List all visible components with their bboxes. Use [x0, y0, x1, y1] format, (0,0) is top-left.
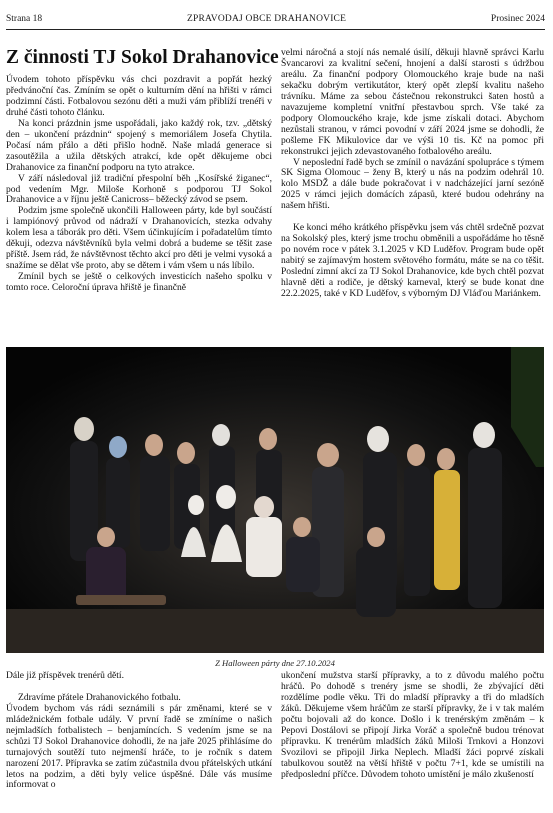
page-number: Strana 18 — [6, 14, 43, 24]
paragraph: velmi náročná a stojí nás nemalé úsilí, děkuji hlavně správci Karlu Švancarovi za kvalitní sečení, hnojení a další starosti s údržbou areálu. Za finanční podpory Olomouckého kraje bude na naši sekačku dobrým vertikutátor, který opět zlepší kvalitu našeho trávníku. Máme za sebou částečnou rekonstrukci šaten hostů a navazujeme kompletní vnitřní přestavbou sprch. Vše také za podpory Olomouckého kraje, kde jsme získali dotaci. Abychom nezůstali stranou, v rámci povodní v září 2024 jsme se dohodli, že pošleme FK Mikulovice dar ve výši 10 tis. Kč na pomoc při rekonstrukci jejich zdevastovaného fotbalového areálu. — [281, 47, 544, 157]
issue-date: Prosinec 2024 — [490, 14, 545, 24]
page-header — [6, 10, 545, 28]
paragraph: V neposlední řadě bych se zmínil o navázání spolupráce s týmem SK Sigma Olomouc – ženy B, který u nás na podzim odehrál 10. kolo MSDŽ a dále bude pokračovat i v nadcházející jarní sezóně 2025 v rámci jejich domácích zápasů, které budou odehrány na našem hřišti. — [281, 156, 544, 212]
paragraph: Zdravíme přátele Drahanovického fotbalu. — [18, 691, 181, 703]
header-rule — [6, 29, 545, 30]
paragraph: Ke konci mého krátkého příspěvku jsem vás chtěl srdečně pozvat na Sokolský ples, který jsme trochu obměnili a uspořádáme ho těsně po novém roce v pátek 3.1.2025 v KD Luděfov. Program bude opět nabitý se zajímavým hostem světového formátu, máte se na co těšit. Poslední zimní akcí za TJ Sokol Drahanovice, kde bych chtěl pozvat hlavně děti a rodiče, je dětský karneval, který se bude konat dne 22.2.2025, také v KD Luděfov, s výborným DJ Vláďou Mariánkem. — [281, 222, 544, 299]
paragraph: V září následoval již tradiční přespolní běh „Kosířské žiganec“, pod vedením Mgr. Miloše Korhoně s podporou TJ Sokol Drahanovice a v říjnu ještě Canicross– běžecký závod se psem. — [6, 172, 272, 206]
paragraph: Úvodem bychom vás rádi seznámili s pár změnami, které se v mládežnickém fotbale udály. V první řadě se zmíníme o našich nejmladších fotbalistech – benjamíncích. S vedením jsme se na schůzi TJ Sokol Drahanovice dohodli, že na jaře 2025 přihlásíme do turnajových soutěží tuto nejmenší hráče, to je ročník s datem narození 2017. Přípravka se zatím zúčastnila dvou přátelských utkání letos na podzim, a děti byly velice úspěšné. Dále vás musíme informovat o — [6, 702, 272, 791]
article-column-2 — [281, 48, 544, 300]
paragraph: Podzim jsme společně ukončili Halloween párty, kde byl součástí i lampiónový průvod od nádraží v Drahanovicích, stezka odvahy kolem lesa a táborák pro děti. Všem účinkujícím i pořadatelům tímto děkuji, odezva návštěvníků byla velmi dobrá a budeme se těšit zase příště. Jsem rád, že návštěvnost těchto akcí pro děti je velmi vysoká a snažíme se dělat vše proto, aby se dětem i vám všem u nás líbilo. — [6, 205, 272, 272]
paragraph: Dále již příspěvek trenérů dětí. — [6, 670, 124, 681]
photo-caption: Z Halloween párty dne 27.10.2024 — [215, 658, 335, 668]
article-title: Z činnosti TJ Sokol Drahanovice — [6, 47, 279, 68]
group-photo-illustration — [6, 347, 544, 653]
article-column-1 — [6, 75, 272, 294]
article-column-3 — [6, 671, 272, 791]
paragraph: Na konci prázdnin jsme uspořádali, jako každý rok, tzv. „dětský den – ukončení prázdnin“ spojený s memoriálem Josefa Chytila. Počasí nám přálo a děti přišlo hodně. Naše mladá generace si zasoutěžila a užila dětských atrakcí, kde opět děkujeme obci Drahanovice za finanční podporu na tyto atrakce. — [6, 117, 272, 173]
halloween-party-photo — [6, 347, 544, 653]
paragraph: Zmínil bych se ještě o celkových investicích našeho spolku v tomto roce. Celoroční úprava hřiště je finančně — [6, 271, 272, 294]
paragraph: ukončení mužstva starší přípravky, a to z důvodu malého počtu hráčů. Po dohodě s trenéry jsme se shodli, že zbývající děti rozdělíme podle věku. Tři do mladší přípravky a tři do mladších žáků. Děkujeme všem hráčům ze starší přípravky, že i v tak malém počtu bojovali až do konce. Došlo i k trenérským změnám – k Pepovi Dostálovi se připojí Jirka Voráč a společně budou trénovat přípravku. K trenérům mladších žáků Miloši Trnkovi a Honzovi Svozilovi se připojil Jirka Neplech. Mladší žáci poprvé získali tabulkovou soutěž na větší hřiště v počtu 7+1, kde se umístili na předposlední příčce. Důvodem tohoto umístění je málo zkušeností — [281, 670, 544, 780]
publication-name: ZPRAVODAJ OBCE DRAHANOVICE — [186, 14, 347, 24]
paragraph: Úvodem tohoto příspěvku vás chci pozdravit a popřát hezký předvánoční čas. Zmíním se opět o kulturním dění na hřišti v rámci podzimní části. Fotbalovou sezónu děti a muži vám přiblíží trenéři v druhé části tohoto článku. — [6, 74, 272, 118]
article-column-4 — [281, 671, 544, 781]
